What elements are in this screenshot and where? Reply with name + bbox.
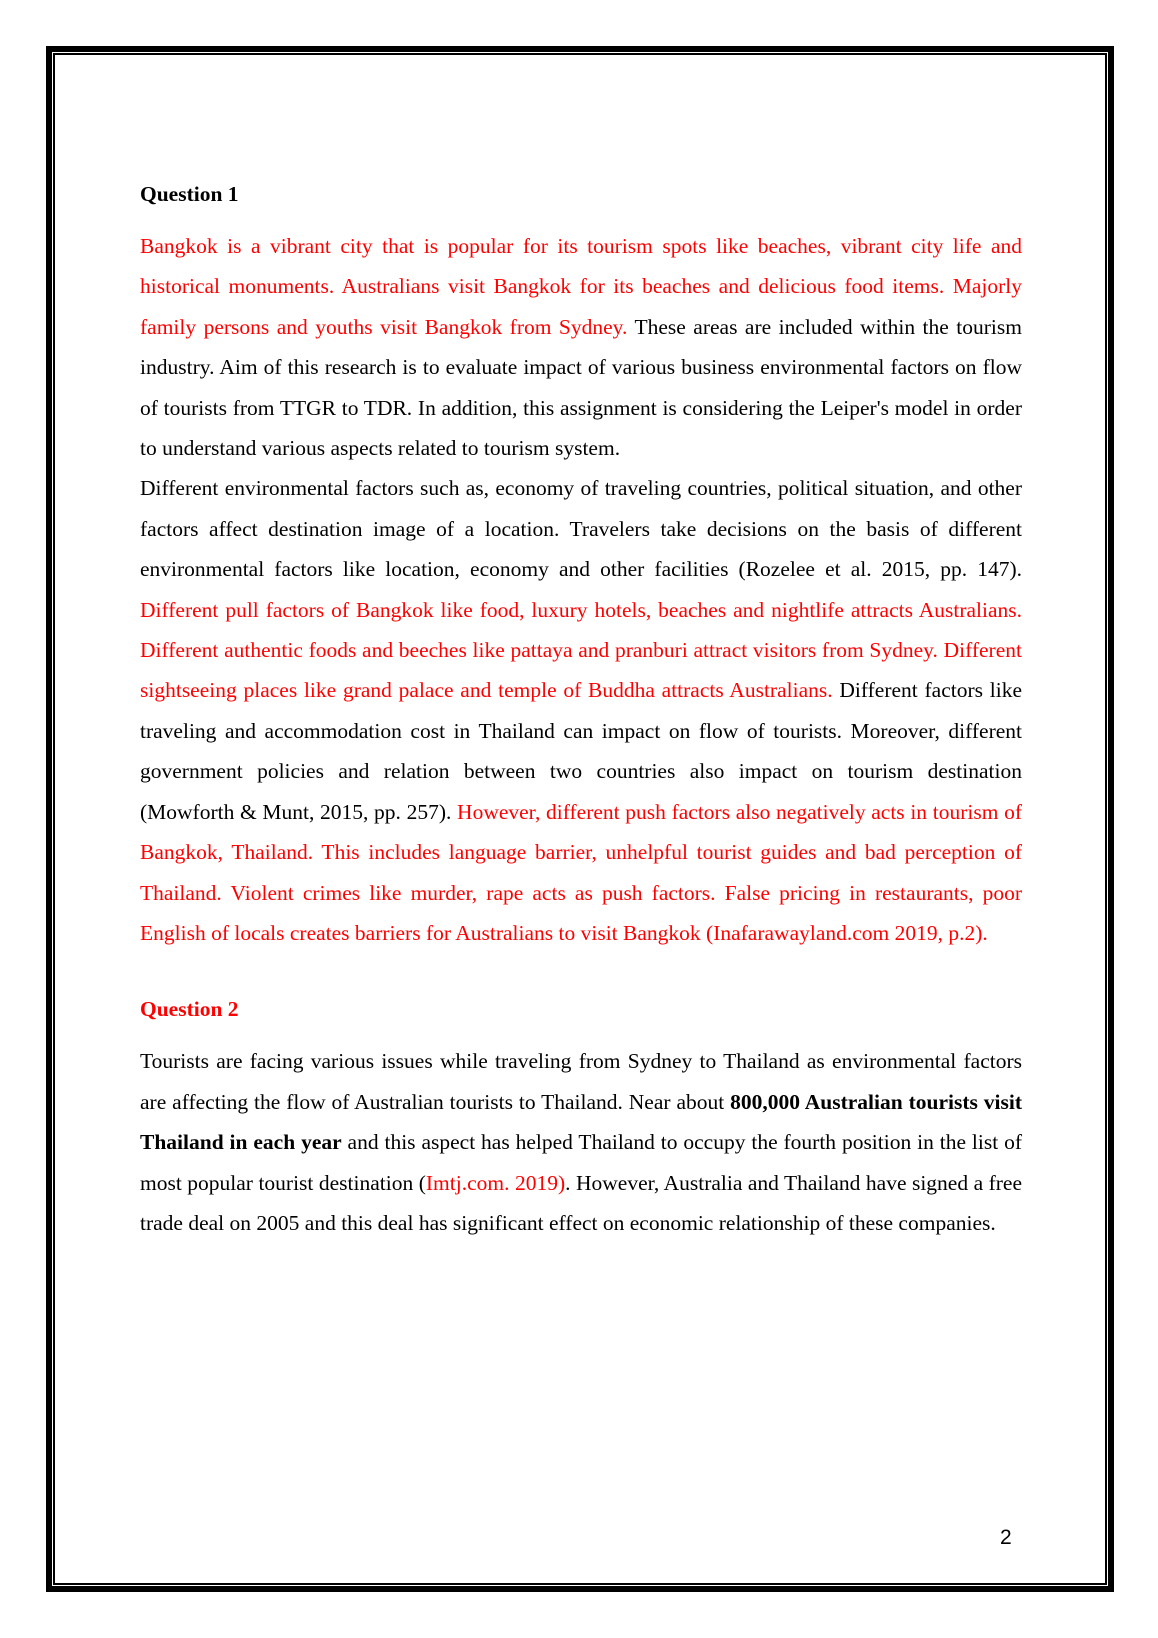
q1-p1-red-text: Bangkok is a vibrant city that is popular for its tourism spots like beaches, vibrant city life and historical monuments. Australians visit Bangkok for its beaches and delicious food items. Majorly family persons and youths visit Bangkok from Sydney.	[140, 234, 1022, 339]
q1-p1-text: These areas are included within the tourism industry. Aim of this research is to evaluate impact of various business environmental factors on flow of tourists from TTGR to TDR. In addition, this assignment is considering the Leiper's model in order to understand various aspects related to tourism system.	[140, 314, 1022, 461]
page-number: 2	[1000, 1526, 1012, 1549]
q1-p2-red-text-d: However, different push factors also negatively acts in tourism of Bangkok, Thailand. This includes language barrier, unhelpful tourist guides and bad perception of Thailand. Violent crimes like murder, rape acts as push factors. False pricing in restaurants, poor English of locals creates barriers for Australians to visit Bangkok (Inafarawayland.com 2019, p.2).	[140, 799, 1022, 945]
q1-p2-red-text-b: Different pull factors of Bangkok like food, luxury hotels, beaches and nightlife attracts Australians. Different authentic foods and beeches like pattaya and pranburi attract visitors from Sydney. Different sightseeing places like grand palace and temple of Buddha attracts Australians.	[140, 597, 1022, 703]
q2-p1-text-a: Tourists are facing various issues while traveling from Sydney to Thailand as environmental factors are affecting the flow of Australian tourists to Thailand. Near about	[140, 1049, 1022, 1114]
question-1-heading: Question 1	[140, 182, 239, 206]
q1-paragraph-2	[140, 468, 1022, 953]
q2-p1-red-citation: Imtj.com. 2019)	[425, 1170, 566, 1195]
q1-paragraph-1	[140, 226, 1022, 468]
q1-p2-text-a: Different environmental factors such as, economy of traveling countries, political situation, and other factors affect destination image of a location. Travelers take decisions on the basis of different environmental factors like location, economy and other facilities (Rozelee et al. 2015, pp. 147).	[140, 476, 1022, 582]
q2-paragraph-1	[140, 1041, 1022, 1243]
q2-p1-bold-text: 800,000 Australian tourists visit Thailand in each year	[140, 1089, 1022, 1155]
q2-p1-text-e: . However, Australia and Thailand have signed a free trade deal on 2005 and this deal has significant effect on economic relationship of these companies.	[140, 1170, 1023, 1235]
question-2-heading: Question 2	[140, 997, 239, 1022]
q2-p1-text-c: and this aspect has helped Thailand to occupy the fourth position in the list of most popular tourist destination (	[140, 1130, 1022, 1195]
document-body	[140, 174, 1022, 1243]
q1-p2-text-c: Different factors like traveling and accommodation cost in Thailand can impact on flow of tourists. Moreover, different government policies and relation between two countries also impact on tourism destination (Mowforth & Munt, 2015, pp. 257).	[140, 678, 1023, 824]
